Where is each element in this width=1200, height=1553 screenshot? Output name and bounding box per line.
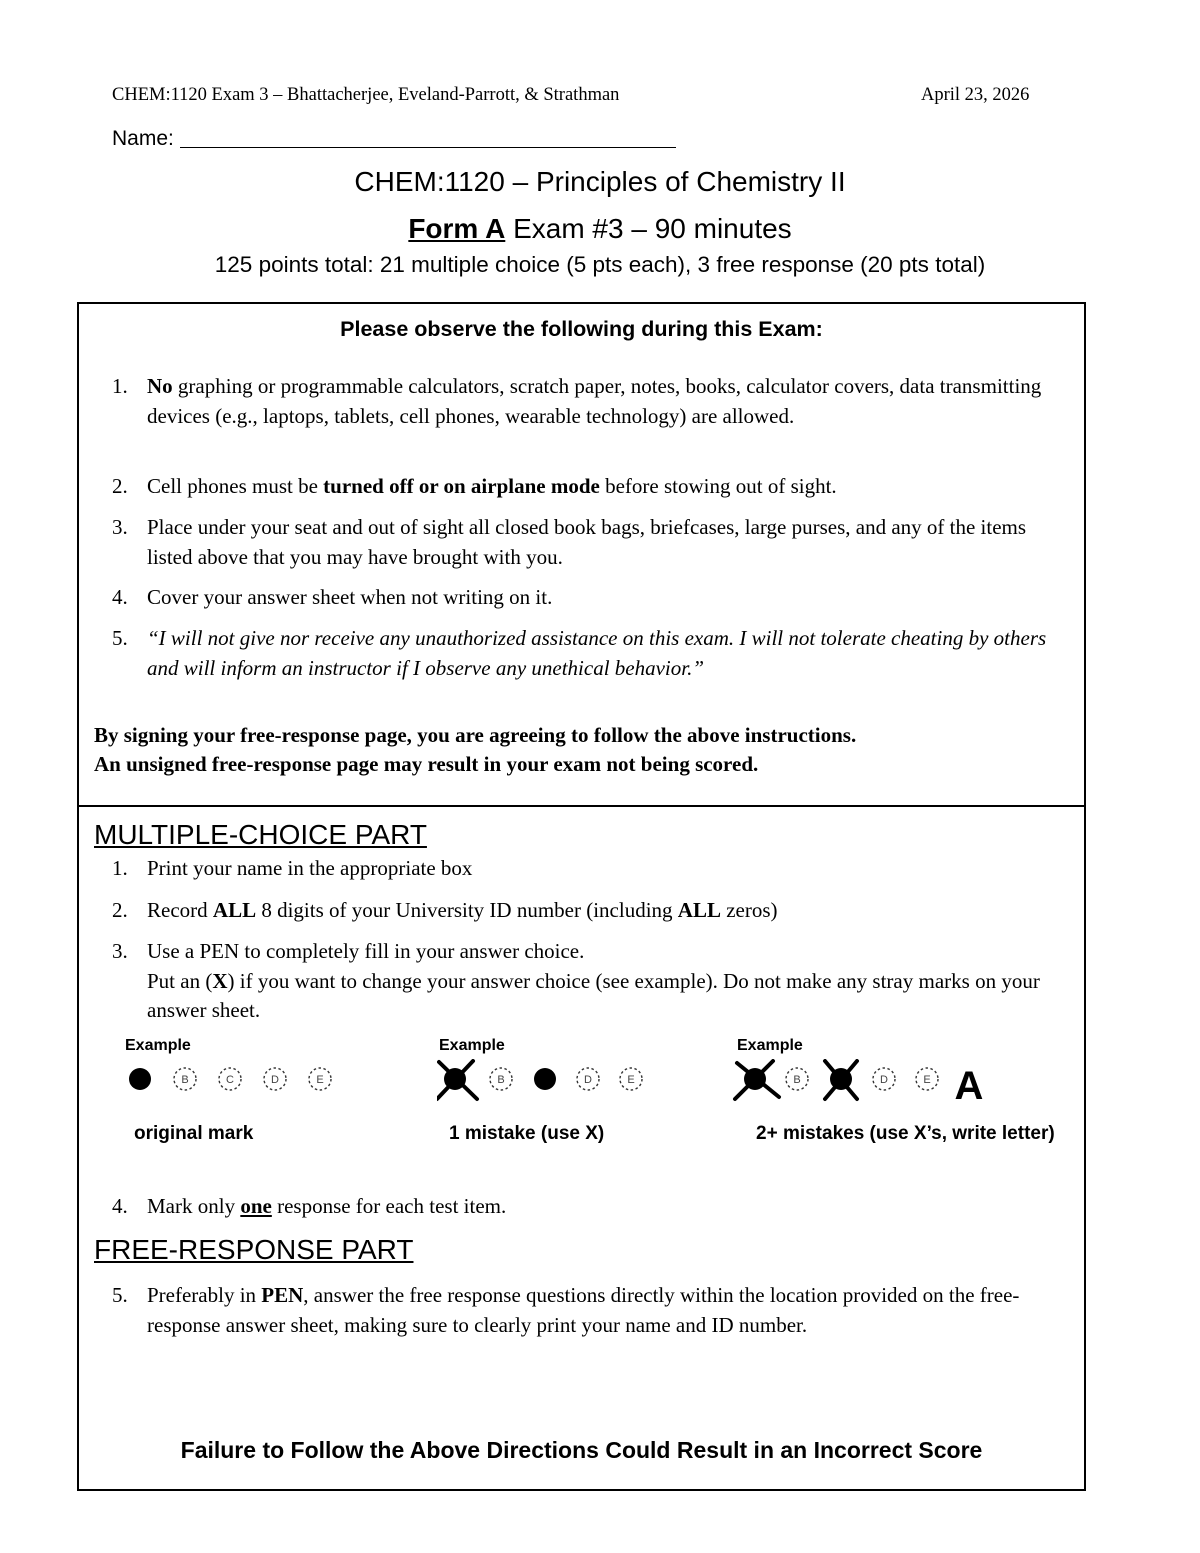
svg-text:B: B	[181, 1074, 189, 1086]
example-label: Example	[439, 1037, 505, 1054]
svg-text:B: B	[793, 1074, 801, 1086]
mc-body: Use a PEN to completely fill in your answer choice.	[147, 939, 585, 963]
mc-number: 3.	[112, 939, 128, 963]
rule-number: 3.	[112, 515, 128, 539]
mc-body: Mark only	[147, 1194, 241, 1218]
rule-body: Cell phones must be	[147, 474, 324, 498]
mc-emphasis: ALL	[677, 898, 721, 922]
mc-text	[147, 896, 1047, 926]
mc-body	[147, 967, 1047, 1026]
example-original-bubbles	[125, 1059, 345, 1103]
rule-text	[147, 472, 1047, 502]
name-field	[112, 127, 676, 151]
exam-title	[0, 213, 1200, 245]
name-label: Name:	[112, 127, 174, 150]
rules-box	[77, 302, 1086, 807]
rule-emphasis: No	[147, 374, 173, 398]
example-one-mistake-bubbles	[437, 1059, 657, 1103]
fr-number: 5.	[112, 1283, 128, 1307]
example-label: Example	[737, 1037, 803, 1054]
fr-body: Preferably in	[147, 1283, 262, 1307]
exam-label: Exam #3 – 90 minutes	[505, 213, 792, 244]
rule-number: 2.	[112, 474, 128, 498]
svg-text:D: D	[271, 1074, 279, 1086]
mc-text	[147, 1192, 1047, 1222]
rule-text: Place under your seat and out of sight all closed book bags, briefcases, large purses, and any of the items listed above that you may have brought with you.	[147, 515, 1027, 569]
fr-text	[147, 1281, 1047, 1340]
example-caption: 2+ mistakes (use X’s, write letter)	[756, 1123, 1055, 1144]
mc-number: 2.	[112, 898, 128, 922]
points-summary: 125 points total: 21 multiple choice (5 pts each), 3 free response (20 pts total)	[214, 252, 986, 277]
svg-text:E: E	[923, 1074, 931, 1086]
form-label: Form A	[408, 213, 506, 244]
rule-body: graphing or programmable calculators, scratch paper, notes, books, calculator covers, data transmitting devices (e.g., laptops, tablets, cell phones, wearable technology) are allowed.	[147, 374, 1042, 428]
mc-number: 4.	[112, 1194, 128, 1218]
signing-line-2: An unsigned free-response page may result in your exam not being scored.	[94, 752, 759, 776]
example-caption: 1 mistake (use X)	[449, 1123, 605, 1144]
rule-text	[147, 372, 1047, 431]
svg-text:B: B	[497, 1074, 505, 1086]
rule-text: Cover your answer sheet when not writing on it.	[147, 585, 553, 609]
svg-text:E: E	[316, 1074, 324, 1086]
mc-number: 1.	[112, 856, 128, 880]
rules-heading: Please observe the following during this Exam:	[340, 317, 823, 341]
svg-text:D: D	[584, 1074, 592, 1086]
mc-emphasis: ALL	[212, 898, 257, 922]
mc-body: Put an (	[147, 968, 213, 993]
mc-text	[147, 937, 1047, 1026]
honor-pledge: “I will not give nor receive any unauthorized assistance on this exam. I will not tolerate cheating by others and will inform an instructor if I observe any unethical behavior.”	[147, 626, 1047, 680]
instructions-box	[77, 805, 1086, 1491]
example-label: Example	[125, 1037, 191, 1054]
mc-text: Print your name in the appropriate box	[147, 856, 473, 880]
rule-emphasis: turned off or on airplane mode	[323, 474, 600, 498]
fr-emphasis: PEN	[261, 1283, 304, 1307]
fr-section-title: FREE-RESPONSE PART	[94, 1234, 414, 1265]
rule-number: 4.	[112, 585, 128, 609]
written-letter: A	[954, 1064, 984, 1108]
mc-body: ) if you want to change your answer choice (see example). Do not make any stray marks on your answer sheet.	[147, 968, 1040, 1022]
header-course-line: CHEM:1120 Exam 3 – Bhattacherjee, Eveland-Parrott, & Strathman	[112, 85, 620, 105]
mc-body: Record	[147, 898, 213, 922]
example-caption: original mark	[134, 1123, 254, 1144]
fr-body: , answer the free response questions directly within the location provided on the free-response answer sheet, making sure to clearly print your name and ID number.	[147, 1283, 1020, 1337]
warning-footer: Failure to Follow the Above Directions Could Result in an Incorrect Score	[180, 1437, 983, 1463]
example-multiple-mistakes-bubbles	[729, 1059, 999, 1109]
header-date: April 23, 2026	[921, 85, 1030, 105]
mc-emphasis: X	[212, 968, 228, 993]
signing-notice	[94, 721, 856, 779]
mc-body: zeros)	[720, 898, 778, 922]
bubble-examples	[79, 1037, 1084, 1147]
rule-number: 1.	[112, 374, 128, 398]
signing-line-1: By signing your free-response page, you are agreeing to follow the above instructions.	[94, 723, 857, 747]
rule-body: before stowing out of sight.	[599, 474, 837, 498]
name-blank-line	[180, 127, 676, 148]
mc-body: response for each test item.	[271, 1194, 507, 1218]
mc-emphasis: one	[240, 1194, 272, 1218]
course-title: CHEM:1120 – Principles of Chemistry II	[354, 166, 846, 197]
mc-section-title: MULTIPLE-CHOICE PART	[94, 819, 427, 850]
svg-text:E: E	[627, 1074, 635, 1086]
svg-text:C: C	[226, 1074, 234, 1086]
rule-number: 5.	[112, 626, 128, 650]
svg-text:D: D	[880, 1074, 888, 1086]
mc-body: 8 digits of your University ID number (including	[256, 898, 678, 922]
